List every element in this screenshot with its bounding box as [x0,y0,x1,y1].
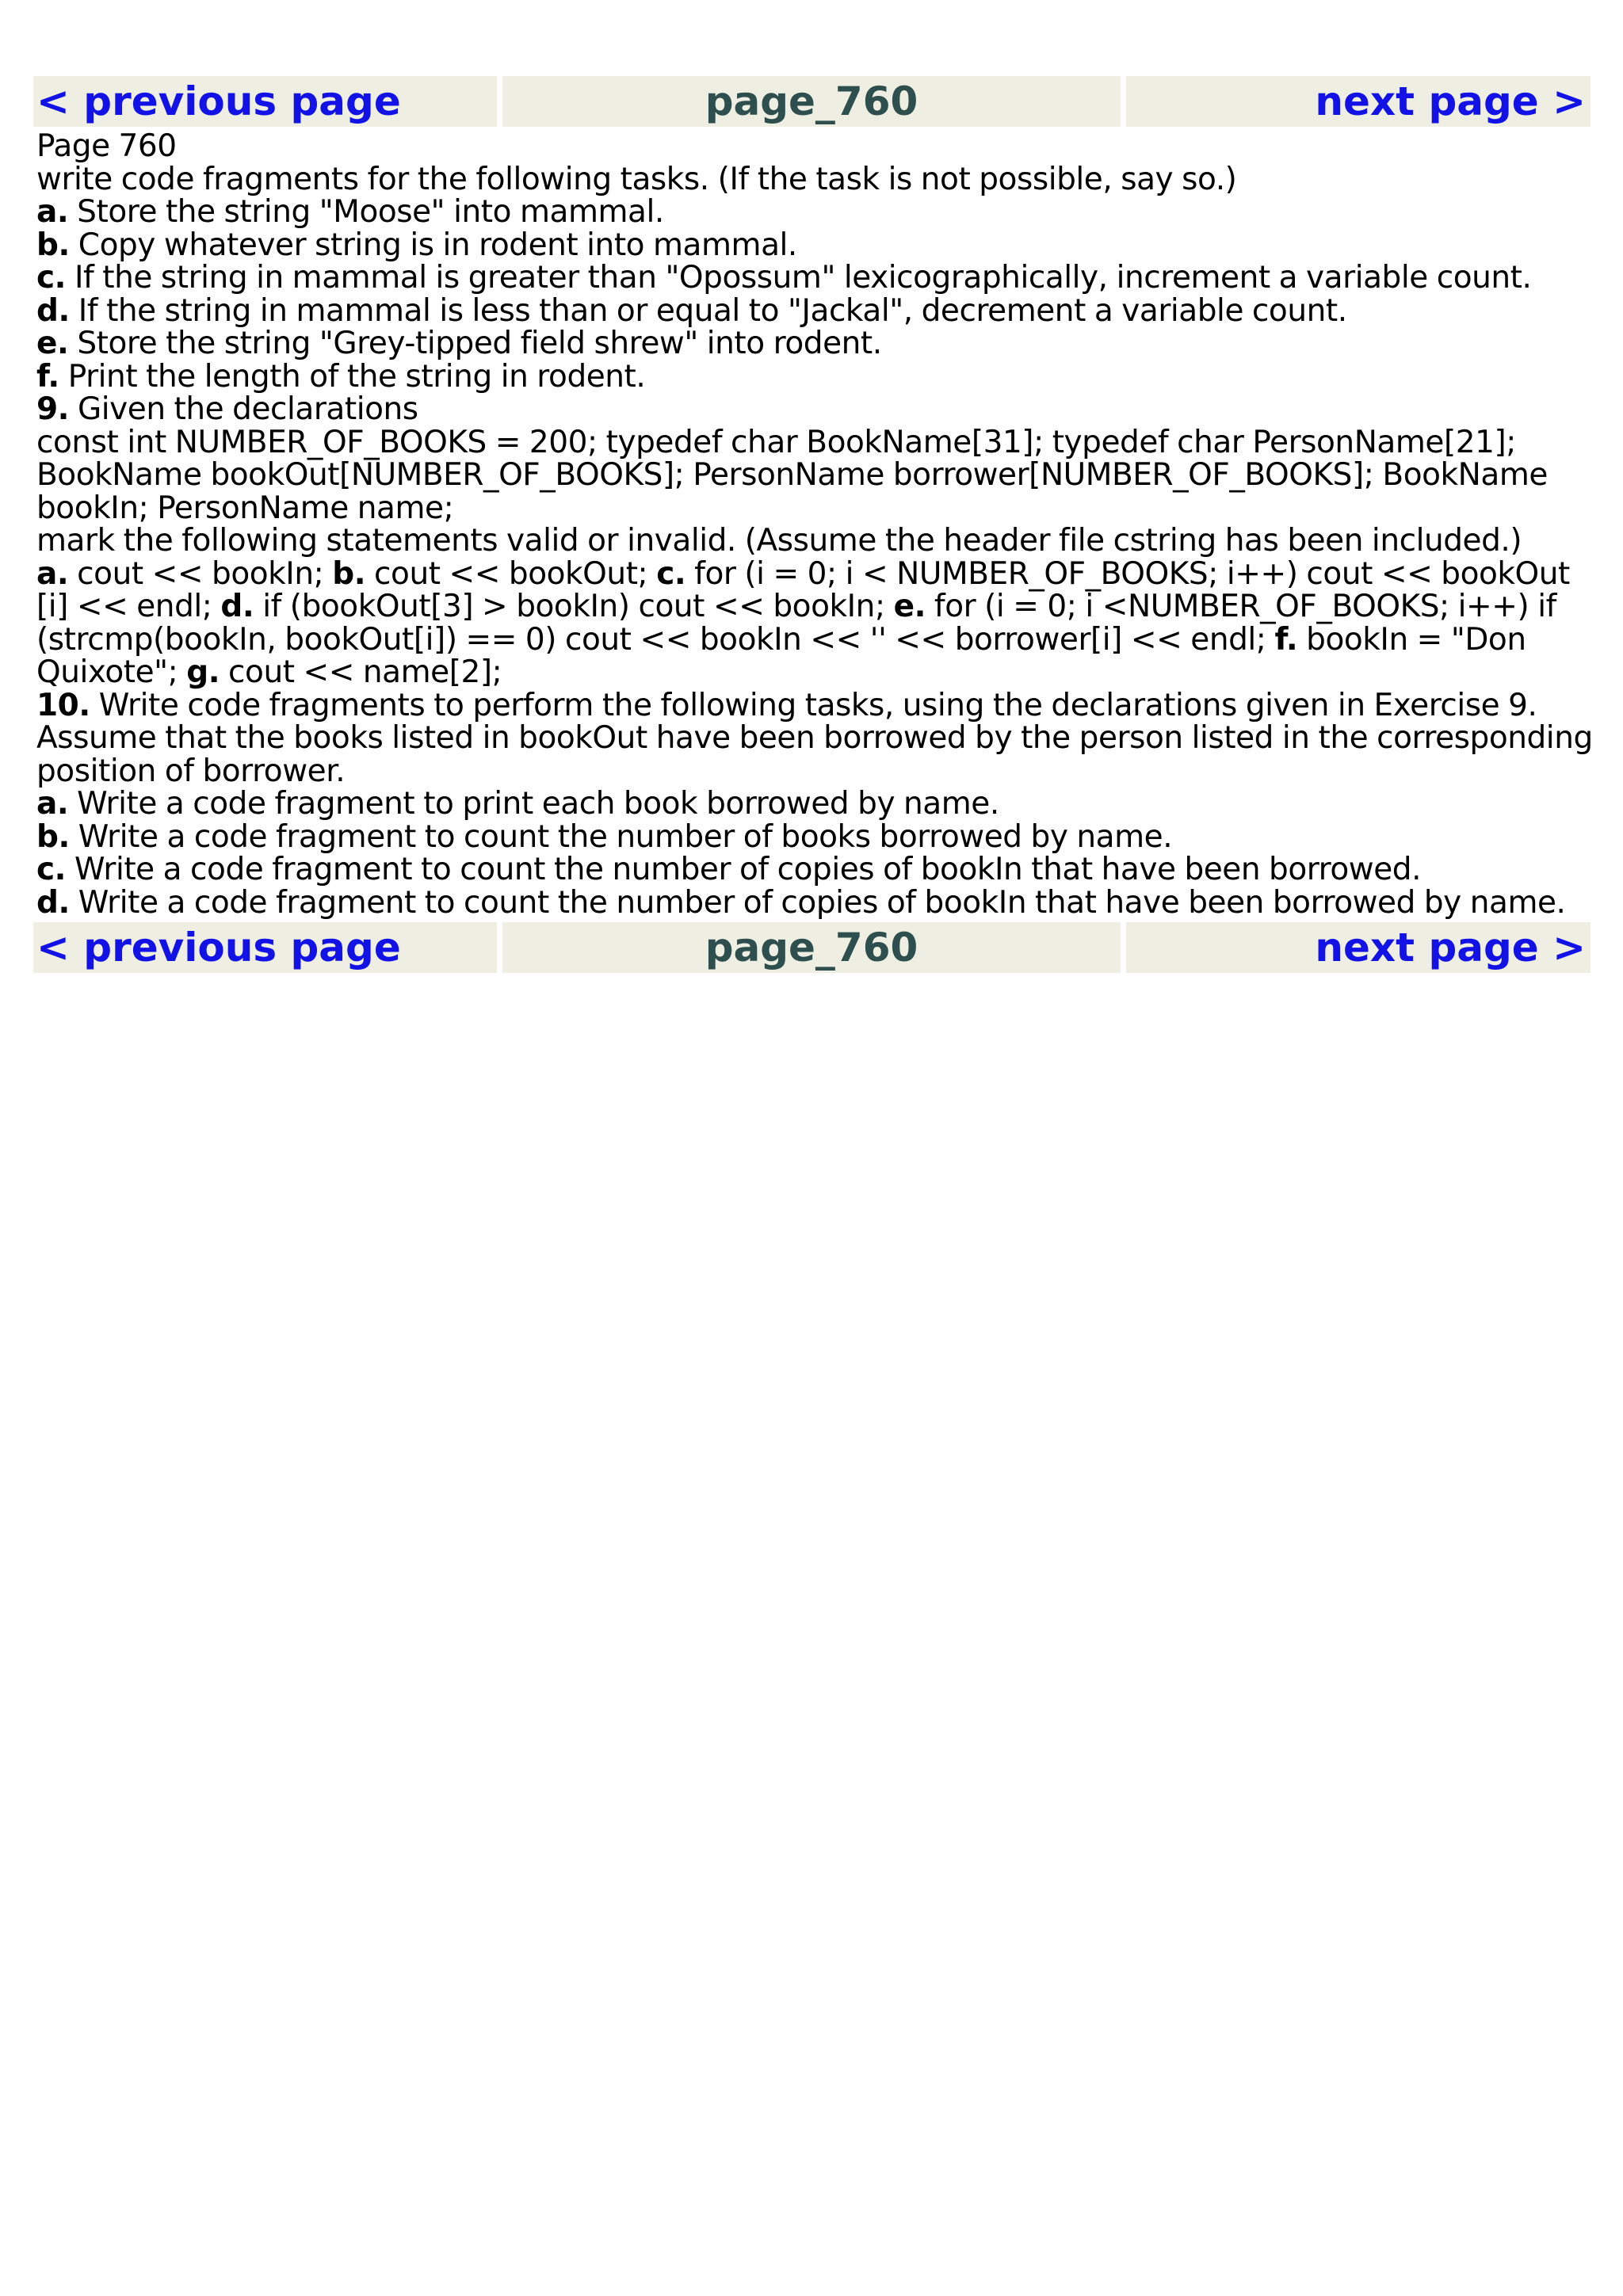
exercise-8-item-a [36,196,1593,229]
item-text: Write a code fragment to count the number of books borrowed by name. [69,818,1173,855]
exercise-10-item-c [36,853,1593,887]
item-label: a. [36,555,69,592]
bottom-previous-page-link[interactable]: < previous page [36,925,401,971]
item-text: Store the string "Grey-tipped field shrew" into rodent. [68,326,882,361]
exercise-10-intro [36,689,1593,788]
exercise-8-item-b [36,229,1593,262]
exercise-10-item-a [36,788,1593,821]
item-text: if (bookOut[3] > bookIn) cout << bookIn; [254,589,894,624]
item-text: If the string in mammal is greater than "Opossum" lexicographically, increment a variable count. [66,260,1532,296]
item-text: If the string in mammal is less than or equal to "Jackal", decrement a variable count. [69,292,1347,329]
item-label: b. [36,818,70,855]
top-next-cell [1126,76,1591,127]
item-label: f. [1274,621,1298,658]
top-previous-page-link[interactable]: < previous page [36,78,401,124]
top-page-label: page_760 [502,76,1121,127]
item-text: cout << name[2]; [220,654,502,690]
bottom-navigation-bar [33,922,1596,973]
item-text: for (i = 0; i <NUMBER_OF_BOOKS; i++) if (strcmp(bookIn, bookOut[i]) == 0) cout << bookIn << '' << borrower[i] << endl; [36,589,1556,658]
document-page [33,76,1596,973]
exercise-9-declarations: const int NUMBER_OF_BOOKS = 200; typedef char BookName[31]; typedef char PersonName[21]; BookName bookOut[NUMBER_OF_BOOKS]; PersonName borrower[NUMBER_OF_BOOKS]; BookName bookIn; PersonName name; [36,424,1548,526]
item-label: a. [36,194,69,230]
top-previous-cell [33,76,497,127]
exercise-8-item-d [36,292,1593,329]
top-navigation-bar [33,76,1596,127]
exercise-10-item-d [36,884,1593,921]
page-content [33,127,1596,919]
exercise-number: 10. [36,687,90,723]
exercise-10-item-b [36,818,1593,855]
item-text: bookIn = "Don Quixote"; [36,621,1526,690]
exercise-8-item-f [36,360,1593,394]
exercise-8-item-e [36,327,1593,360]
item-label: c. [36,852,67,887]
item-text: Write a code fragment to count the number of copies of bookIn that have been borrowed by name. [69,884,1566,921]
item-label: c. [36,260,67,296]
exercise-8-item-c [36,261,1593,295]
item-text: for (i = 0; i < NUMBER_OF_BOOKS; i++) cout << bookOut [i] << endl; [36,555,1570,624]
exercise-8-intro: write code fragments for the following tasks. (If the task is not possible, say so.) [36,161,1237,197]
item-text: cout << bookOut; [365,555,657,592]
item-label: b. [332,555,366,592]
item-label: a. [36,786,69,822]
exercise-intro-text: Write code fragments to perform the following tasks, using the declarations given in Exercise 9. Assume that the books listed in bookOut have been borrowed by the person listed in the corresponding position of borrower. [36,687,1593,789]
top-next-page-link[interactable]: next page > [1315,78,1586,124]
page-heading: Page 760 [36,128,177,164]
item-text: Write a code fragment to print each book borrowed by name. [68,786,999,822]
item-label: d. [36,292,70,329]
item-label: g. [186,654,220,690]
item-label: b. [36,227,70,263]
item-label: d. [220,589,254,624]
item-label: e. [893,589,926,624]
item-label: d. [36,884,70,921]
item-text: Copy whatever string is in rodent into mammal. [69,227,797,263]
exercise-9-statements [36,555,1593,690]
item-text: Write a code fragment to count the number of copies of bookIn that have been borrowed. [66,852,1422,887]
bottom-next-page-link[interactable]: next page > [1315,925,1586,971]
exercise-9-intro [36,393,1593,426]
item-text: cout << bookIn; [68,555,333,592]
item-text: Print the length of the string in rodent. [59,358,646,395]
item-label: c. [656,555,686,592]
item-text: Store the string "Moose" into mammal. [68,194,664,230]
bottom-page-label: page_760 [502,922,1121,973]
bottom-previous-cell [33,922,497,973]
exercise-9-instruction: mark the following statements valid or invalid. (Assume the header file cstring has been included.) [36,523,1522,559]
exercise-intro-text: Given the declarations [69,391,418,427]
exercise-number: 9. [36,391,70,427]
bottom-next-cell [1126,922,1591,973]
item-label: e. [36,326,69,361]
item-label: f. [36,358,59,395]
